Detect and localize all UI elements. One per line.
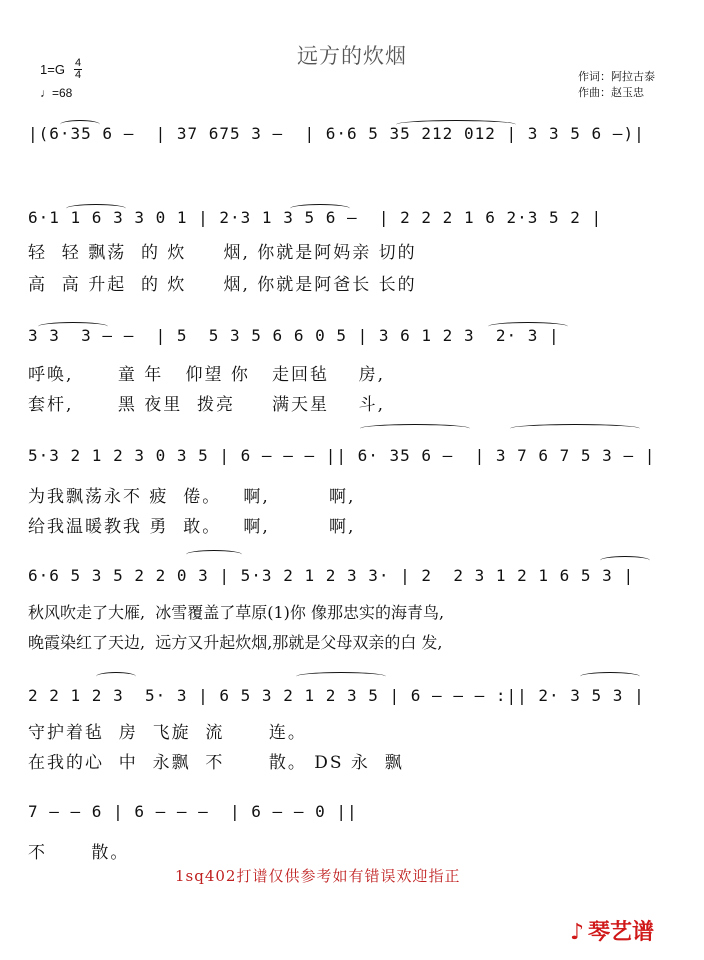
logo-text: 琴艺谱 bbox=[588, 920, 655, 945]
key-signature: 1=G bbox=[40, 62, 65, 77]
slur-mark bbox=[96, 672, 136, 681]
music-line-1: |(6·35 6 – | 37 675 3 – | 6·6 5 35 212 012 | 3 3 5 6 –)| bbox=[28, 124, 645, 143]
music-line-6: 2 2 1 2 3 5· 3 | 6 5 3 2 1 2 3 5 | 6 – – – :|| 2· 3 5 3 | bbox=[28, 686, 645, 705]
music-line-5: 6·6 5 3 5 2 2 0 3 | 5·3 2 1 2 3 3· | 2 2 3 1 2 1 6 5 3 | bbox=[28, 566, 635, 585]
lyric-line-4b: 给我温暖教我 勇 敢。 啊, 啊, bbox=[28, 517, 356, 537]
lyricist-credit: 作词：阿拉古泰 bbox=[578, 70, 655, 83]
lyric-line-2a: 轻 轻 飘荡 的 炊 烟, 你就是阿妈亲 切的 bbox=[28, 243, 417, 263]
slur-mark bbox=[296, 672, 386, 681]
piano-logo-icon: ♪ bbox=[570, 920, 585, 945]
time-signature-bottom: 4 bbox=[75, 69, 82, 81]
lyric-line-5a: 秋风吹走了大雁, 冰雪覆盖了草原(1)你 像那忠实的海青鸟, bbox=[28, 603, 445, 622]
slur-mark bbox=[488, 322, 568, 331]
lyric-line-2b: 高 高 升起 的 炊 烟, 你就是阿爸长 长的 bbox=[28, 275, 417, 295]
slur-mark bbox=[360, 424, 470, 433]
music-line-3: 3 3 3 – – | 5 5 3 5 6 6 0 5 | 3 6 1 2 3 2· 3 | bbox=[28, 326, 560, 345]
lyric-line-7a: 不 散。 bbox=[28, 843, 130, 863]
music-line-2: 6·1 1 6 3 3 0 1 | 2·3 1 3 5 6 – | 2 2 2 1 6 2·3 5 2 | bbox=[28, 208, 603, 227]
time-signature-top: 4 bbox=[75, 57, 82, 69]
slur-mark bbox=[600, 556, 650, 565]
lyric-line-5b: 晚霞染红了天边, 远方又升起炊烟,那就是父母双亲的白 发, bbox=[28, 633, 443, 652]
site-logo bbox=[570, 915, 654, 946]
lyric-line-6a: 守护着毡 房 飞旋 流 连。 bbox=[28, 723, 307, 743]
lyric-line-3b: 套杆, 黑 夜里 拨亮 满天星 斗, bbox=[28, 395, 386, 415]
slur-mark bbox=[60, 120, 100, 129]
time-signature bbox=[74, 58, 82, 81]
slur-mark bbox=[66, 204, 126, 213]
transcriber-note: 1sq402打谱仅供参考如有错误欢迎指正 bbox=[175, 867, 461, 885]
tempo-marking: ♩=68 bbox=[40, 86, 73, 100]
slur-mark bbox=[186, 550, 242, 559]
slur-mark bbox=[510, 424, 640, 433]
composer-credit: 作曲：赵玉忠 bbox=[578, 86, 644, 99]
slur-mark bbox=[396, 120, 516, 129]
lyric-line-3a: 呼唤, 童 年 仰望 你 走回毡 房, bbox=[28, 365, 386, 385]
slur-mark bbox=[580, 672, 640, 681]
music-line-7: 7 – – 6 | 6 – – – | 6 – – 0 || bbox=[28, 802, 358, 821]
slur-mark bbox=[38, 322, 108, 331]
lyric-line-4a: 为我飘荡永不 疲 倦。 啊, 啊, bbox=[28, 487, 356, 507]
slur-mark bbox=[290, 204, 350, 213]
lyric-line-6b: 在我的心 中 永飘 不 散。 DS 永 飘 bbox=[28, 753, 404, 773]
music-line-4: 5·3 2 1 2 3 0 3 5 | 6 – – – || 6· 35 6 – | 3 7 6 7 5 3 – | bbox=[28, 446, 656, 465]
page-title: 远方的炊烟 bbox=[297, 44, 407, 68]
